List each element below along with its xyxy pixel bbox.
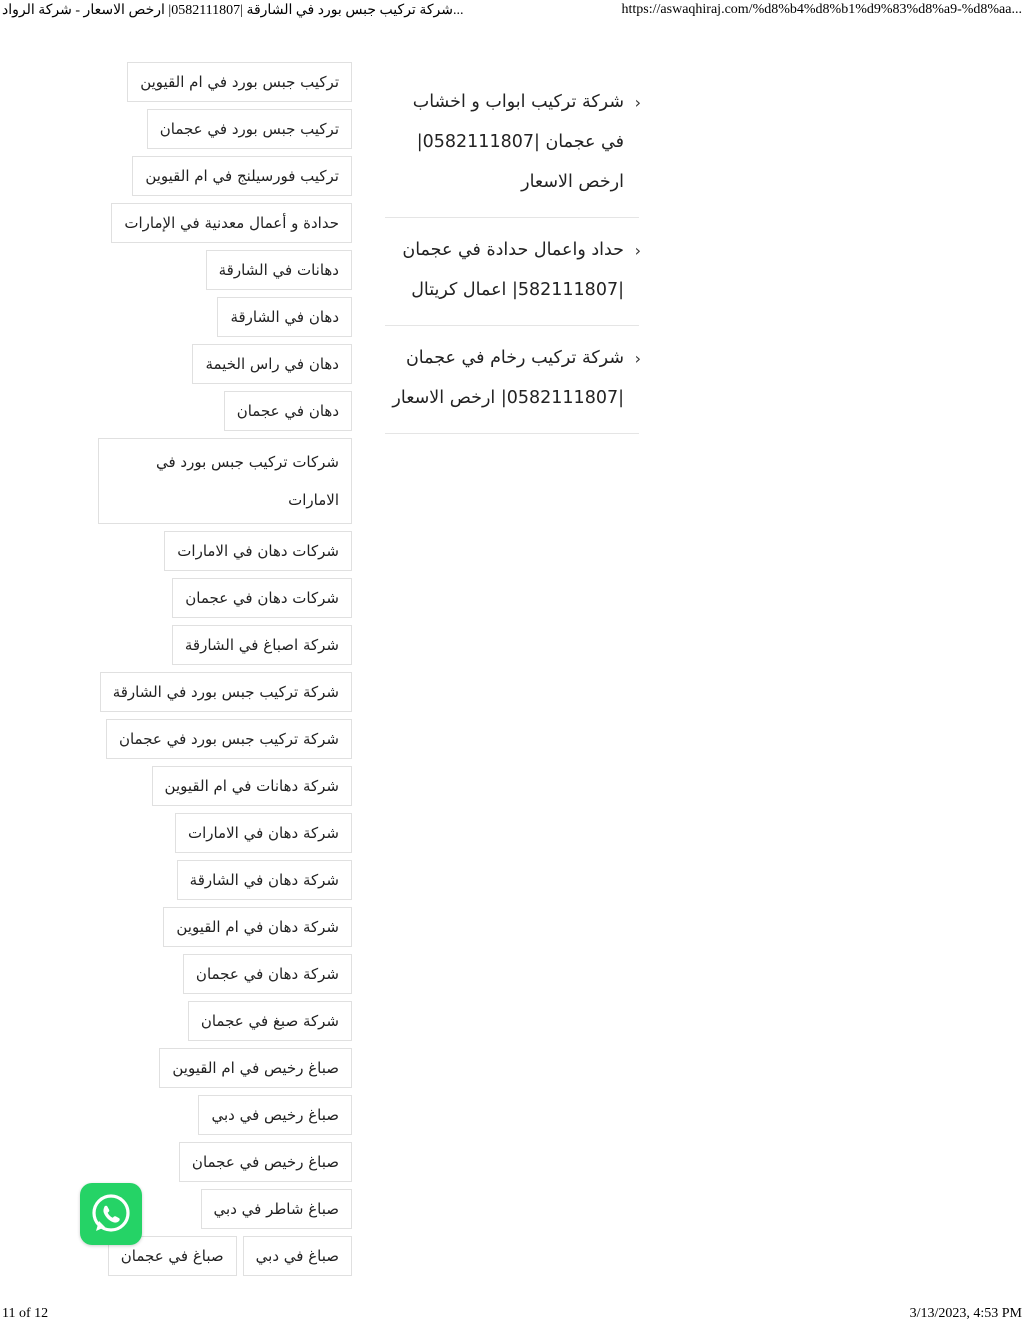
related-posts xyxy=(385,70,639,434)
related-post-item xyxy=(385,326,639,434)
related-post-item xyxy=(385,70,639,218)
tag-cloud xyxy=(96,62,352,1283)
related-post-link[interactable] xyxy=(385,230,639,310)
tag-link[interactable]: تركيب جبس بورد في ام القيوين xyxy=(127,62,352,102)
chevron-left-icon: ‹ xyxy=(634,241,641,260)
page-number: 11 of 12 xyxy=(2,1306,49,1321)
related-post-label: حداد واعمال حدادة في عجمان |582111807| اعمال كريتال xyxy=(402,240,624,300)
related-post-label: شركة تركيب رخام في عجمان |0582111807| ارخص الاسعار xyxy=(392,348,624,408)
print-date: 3/13/2023, 4:53 PM xyxy=(909,1306,1022,1321)
related-post-item xyxy=(385,218,639,326)
chevron-left-icon: ‹ xyxy=(634,93,641,112)
page-url: https://aswaqhiraj.com/%d8%b4%d8%b1%d9%83%d8%a9-%d8%aa... xyxy=(621,2,1022,17)
tag-link[interactable]: شركات دهان في الامارات xyxy=(164,531,352,571)
tag-link[interactable]: شركات تركيب جبس بورد في الامارات xyxy=(98,438,352,524)
tag-link[interactable]: شركة دهانات في ام القيوين xyxy=(152,766,352,806)
whatsapp-button[interactable] xyxy=(80,1183,142,1245)
whatsapp-icon xyxy=(88,1191,134,1237)
tag-link[interactable]: حدادة و أعمال معدنية في الإمارات xyxy=(111,203,352,243)
page-title: شركة تركيب جبس بورد في الشارقة |0582111807| ارخص الاسعار - شركة الرواد... xyxy=(2,3,464,18)
related-post-link[interactable] xyxy=(385,338,639,418)
tag-link[interactable]: دهان في راس الخيمة xyxy=(192,344,352,384)
tag-link[interactable]: صباغ رخيص في عجمان xyxy=(179,1142,352,1182)
tag-link[interactable]: دهان في الشارقة xyxy=(217,297,352,337)
tag-link[interactable]: شركة دهان في عجمان xyxy=(183,954,352,994)
tag-link[interactable]: شركات دهان في عجمان xyxy=(172,578,352,618)
tag-link[interactable]: شركة دهان في ام القيوين xyxy=(163,907,352,947)
tag-link[interactable]: صباغ رخيص في دبي xyxy=(198,1095,352,1135)
tag-link[interactable]: شركة صبغ في عجمان xyxy=(188,1001,352,1041)
tag-link[interactable]: دهان في عجمان xyxy=(224,391,352,431)
chevron-left-icon: ‹ xyxy=(634,349,641,368)
tag-link[interactable]: شركة اصباغ في الشارقة xyxy=(172,625,352,665)
print-footer xyxy=(0,1301,1024,1325)
tag-row xyxy=(102,1236,352,1283)
tag-link[interactable]: شركة تركيب جبس بورد في الشارقة xyxy=(100,672,352,712)
tag-link[interactable]: شركة دهان في الامارات xyxy=(175,813,352,853)
tag-link[interactable]: شركة دهان في الشارقة xyxy=(177,860,352,900)
tag-link[interactable]: صباغ رخيص في ام القيوين xyxy=(159,1048,352,1088)
tag-link[interactable]: دهانات في الشارقة xyxy=(206,250,352,290)
tag-link[interactable]: صباغ شاطر في دبي xyxy=(201,1189,352,1229)
tag-link[interactable]: تركيب فورسيلنج في ام القيوين xyxy=(132,156,352,196)
related-post-link[interactable] xyxy=(385,82,639,202)
related-post-label: شركة تركيب ابواب و اخشاب في عجمان |0582111807| ارخص الاسعار xyxy=(412,92,624,192)
tag-link[interactable]: شركة تركيب جبس بورد في عجمان xyxy=(106,719,352,759)
tag-link[interactable]: صباغ في دبي xyxy=(243,1236,352,1276)
tag-link[interactable]: تركيب جبس بورد في عجمان xyxy=(147,109,352,149)
tag-link[interactable]: صباغ في عجمان xyxy=(108,1236,237,1276)
print-header xyxy=(0,0,1024,22)
